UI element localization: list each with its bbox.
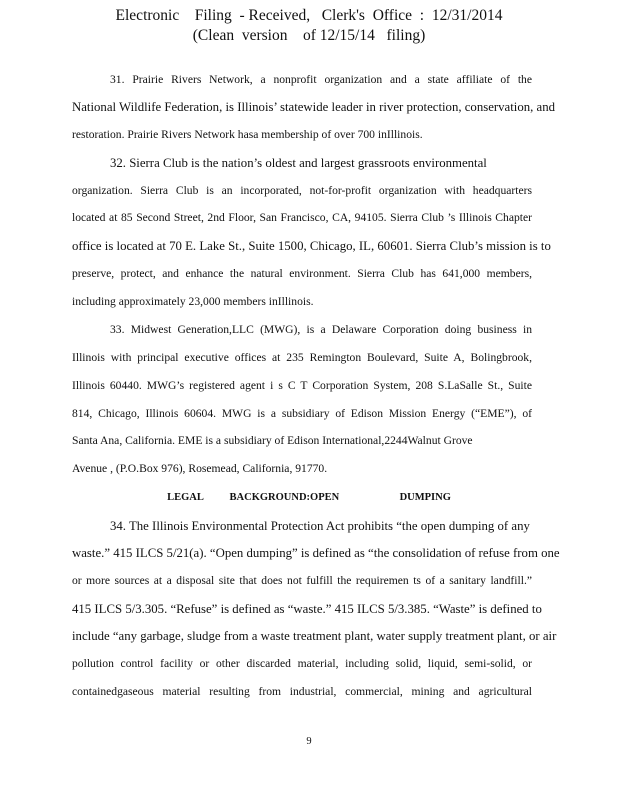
text-line: 31. Prairie Rivers Network, a nonprofit organization and a state affiliate of the — [110, 73, 532, 86]
section-heading: LEGAL BACKGROUND:OPEN DUMPING — [167, 492, 451, 503]
text-line: or more sources at a disposal site that does not fulfill the requiremen ts of a sanitary landfill.” — [72, 574, 532, 587]
page-number: 9 — [306, 736, 312, 747]
text-line: Avenue , (P.O.Box 976), Rosemead, California, 91770. — [72, 462, 328, 475]
text-line: 34. The Illinois Environmental Protection Act prohibits “the open dumping of any — [110, 519, 530, 533]
text-line: containedgaseous material resulting from industrial, commercial, mining and agricultural — [72, 685, 532, 698]
text-line: waste.” 415 ILCS 5/21(a). “Open dumping” is defined as “the consolidation of refuse from one — [72, 546, 560, 560]
text-line: located at 85 Second Street, 2nd Floor, San Francisco, CA, 94105. Sierra Club ’s Illinois Chapter — [72, 211, 532, 224]
text-line: National Wildlife Federation, is Illinois’ statewide leader in river protection, conservation, and — [72, 100, 556, 114]
text-line: pollution control facility or other discarded material, including solid, liquid, semi-solid, or — [72, 657, 532, 670]
text-line: Illinois 60440. MWG’s registered agent i s C T Corporation System, 208 S.LaSalle St., Suite — [72, 379, 532, 392]
text-line: Illinois with principal executive offices at 235 Remington Boulevard, Suite A, Bolingbrook, — [72, 351, 532, 364]
text-line: including approximately 23,000 members inIllinois. — [72, 295, 314, 308]
filing-header — [0, 6, 618, 46]
text-line: preserve, protect, and enhance the natural environment. Sierra Club has 641,000 members, — [72, 267, 532, 280]
text-line: office is located at 70 E. Lake St., Suite 1500, Chicago, IL, 60601. Sierra Club’s mission is to — [72, 239, 551, 253]
text-line: restoration. Prairie Rivers Network hasa membership of over 700 inIllinois. — [72, 128, 423, 141]
text-line: 415 ILCS 5/3.305. “Refuse” is defined as “waste.” 415 ILCS 5/3.385. “Waste” is defined to — [72, 602, 542, 616]
filing-stamp-line: Electronic Filing - Received, Clerk's Office : 12/31/2014 — [115, 7, 503, 24]
text-line: include “any garbage, sludge from a waste treatment plant, water supply treatment plant, or air — [72, 629, 557, 643]
text-line: 32. Sierra Club is the nation’s oldest and largest grassroots environmental — [110, 156, 487, 170]
clean-version-line: (Clean version of 12/15/14 filing) — [192, 27, 426, 44]
text-line: 814, Chicago, Illinois 60604. MWG is a subsidiary of Edison Mission Energy (“EME”), of — [72, 407, 532, 420]
text-line: organization. Sierra Club is an incorporated, not-for-profit organization with headquarters — [72, 184, 532, 197]
text-line: 33. Midwest Generation,LLC (MWG), is a Delaware Corporation doing business in — [110, 323, 532, 336]
text-line: Santa Ana, California. EME is a subsidiary of Edison International,2244Walnut Grove — [72, 434, 473, 447]
